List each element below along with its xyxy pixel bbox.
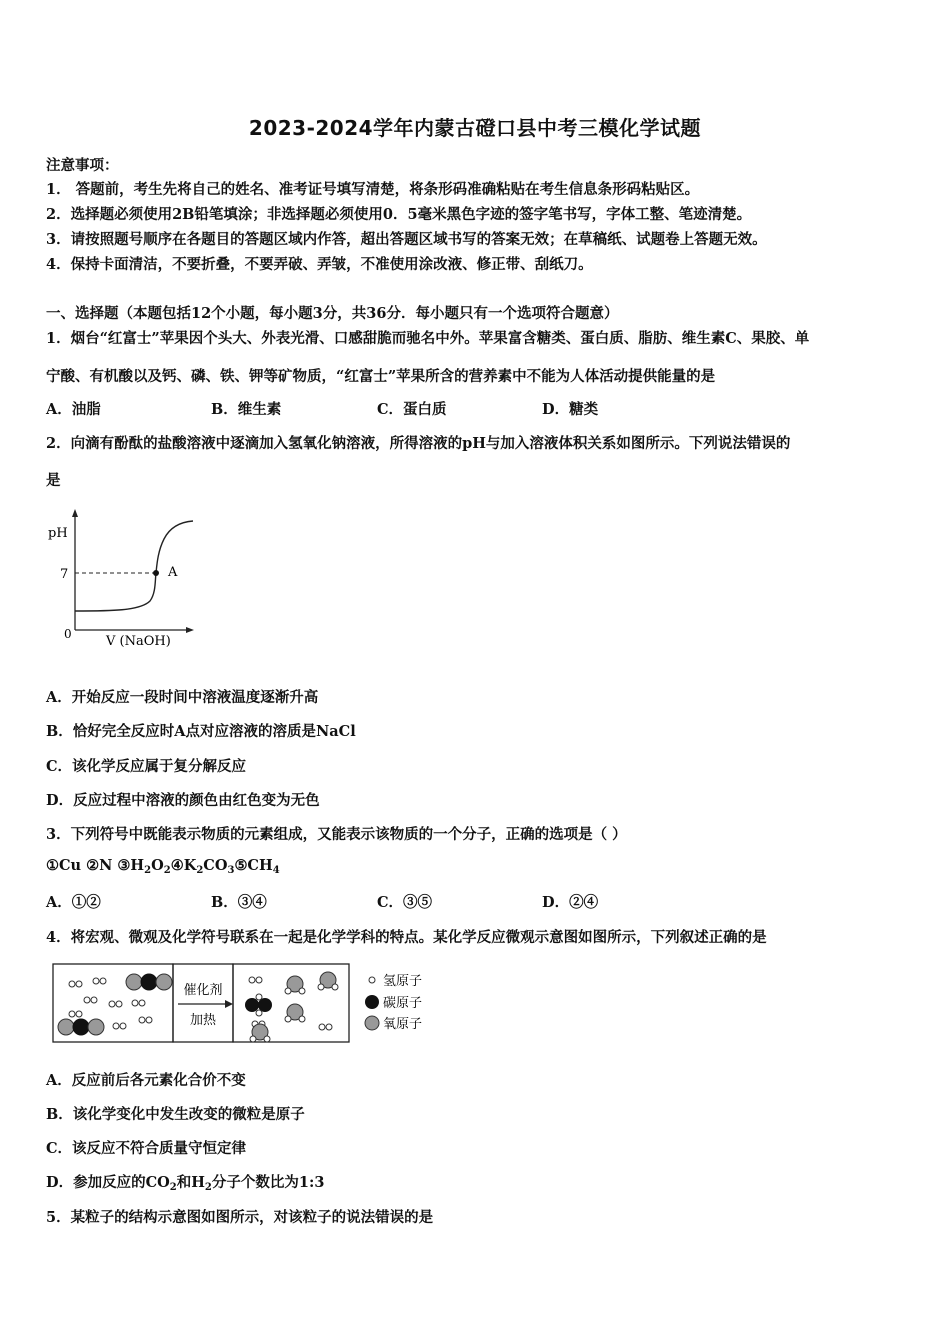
opt-sub: 2 <box>204 1182 212 1193</box>
sym-part: ⑤CH <box>234 857 273 874</box>
x-label: V (NaOH) <box>106 634 171 649</box>
q2-option-d: D．反应过程中溶液的颜色由红色变为无色 <box>46 792 320 809</box>
catalyst-label: 催化剂 <box>183 983 223 998</box>
q2-option-b: B．恰好完全反应时A点对应溶液的溶质是NaCl <box>46 723 356 740</box>
reaction-arrow-head <box>225 1000 233 1008</box>
legend-oxygen: 氧原子 <box>383 1017 423 1032</box>
sym-sub: 2 <box>144 865 152 876</box>
sym-sub: 4 <box>272 865 280 876</box>
opt-sub: 2 <box>169 1182 177 1193</box>
heat-label: 加热 <box>189 1013 217 1028</box>
q3-option-a: A．①② <box>46 894 101 911</box>
question-1-text: 1．烟台“红富士”苹果因个头大、外表光滑、口感甜脆而驰名中外。苹果富含糖类、蛋白质、脂肪、维生素C、果胶、单 <box>46 330 810 347</box>
sym-part: ①Cu ②N ③H <box>46 857 145 874</box>
sym-part: O <box>151 857 164 874</box>
notice-item: 3．请按照题号顺序在各题目的答题区域内作答，超出答题区域书写的答案无效；在草稿纸、试题卷上答题无效。 <box>46 231 767 248</box>
carbon-legend-icon <box>365 995 379 1009</box>
question-2-text: 2．向滴有酚酞的盐酸溶液中逐滴加入氢氧化钠溶液，所得溶液的pH与加入溶液体积关系如图所示。下列说法错误的 <box>46 435 791 452</box>
y-tick-7: 7 <box>60 567 69 582</box>
q4-option-a: A．反应前后各元素化合价不变 <box>46 1072 246 1089</box>
opt-part: 和H <box>176 1174 205 1191</box>
sym-sub: 3 <box>227 865 235 876</box>
y-axis-arrow <box>72 509 78 517</box>
sym-sub: 2 <box>196 865 204 876</box>
q4-option-d <box>46 1171 324 1193</box>
y-label: pH <box>48 526 68 541</box>
question-2-text-cont: 是 <box>46 472 61 489</box>
opt-part: 分子个数比为1:3 <box>211 1174 325 1191</box>
co2-molecule-left-2 <box>58 1019 104 1035</box>
question-3-text: 3．下列符号中既能表示物质的元素组成，又能表示该物质的一个分子，正确的选项是（ ） <box>46 826 627 843</box>
q2-option-c: C．该化学反应属于复分解反应 <box>46 758 247 775</box>
x-axis-arrow <box>186 627 194 633</box>
section-heading: 一、选择题（本题包括12个小题，每小题3分，共36分．每小题只有一个选项符合题意） <box>46 305 619 322</box>
sym-part: ④K <box>170 857 197 874</box>
opt-part: D．参加反应的CO <box>46 1174 170 1191</box>
sym-sub: 2 <box>163 865 171 876</box>
question-4-text: 4．将宏观、微观及化学符号联系在一起是化学学科的特点。某化学反应微观示意图如图所示，下列叙述正确的是 <box>46 929 767 946</box>
q3-option-b: B．③④ <box>211 894 267 911</box>
ch4-molecule <box>245 994 272 1016</box>
legend-carbon: 碳原子 <box>383 996 423 1011</box>
point-a-label: A <box>168 565 178 580</box>
q1-option-a: A．油脂 <box>46 401 101 418</box>
notice-item: 1． 答题前，考生先将自己的姓名、准考证号填写清楚，将条形码准确粘贴在考生信息条形码粘贴区。 <box>46 181 700 198</box>
q3-option-c: C．③⑤ <box>377 894 433 911</box>
q4-option-c: C．该反应不符合质量守恒定律 <box>46 1140 247 1157</box>
q4-option-b: B．该化学变化中发生改变的微粒是原子 <box>46 1106 305 1123</box>
oxygen-legend-icon <box>365 1016 379 1030</box>
condition-box <box>173 964 233 1042</box>
notice-item: 2．选择题必须使用2B铅笔填涂；非选择题必须使用0．5毫米黑色字迹的签字笔书写，字体工整、笔迹清楚。 <box>46 206 752 223</box>
co2-molecule-left-1 <box>126 974 172 990</box>
question-5-text: 5．某粒子的结构示意图如图所示，对该粒子的说法错误的是 <box>46 1209 434 1226</box>
notice-heading: 注意事项： <box>46 157 119 174</box>
sym-part: CO <box>203 857 228 874</box>
origin-label: 0 <box>64 627 72 641</box>
q2-option-a: A．开始反应一段时间中溶液温度逐渐升高 <box>46 689 319 706</box>
q1-option-d: D．糖类 <box>542 401 599 418</box>
point-a-marker <box>153 570 159 576</box>
reaction-micro-diagram <box>52 960 442 1050</box>
q1-option-b: B．维生素 <box>211 401 282 418</box>
ph-titration-graph <box>40 505 210 655</box>
q3-symbol-list <box>46 857 280 876</box>
q3-option-d: D．②④ <box>542 894 599 911</box>
notice-item: 4．保持卡面清洁，不要折叠，不要弄破、弄皱，不准使用涂改液、修正带、刮纸刀。 <box>46 256 593 273</box>
hydrogen-legend-icon <box>369 977 375 983</box>
q1-option-c: C．蛋白质 <box>377 401 447 418</box>
page-title: 2023-2024学年内蒙古磴口县中考三模化学试题 <box>248 116 702 140</box>
question-1-text-cont: 宁酸、有机酸以及钙、磷、铁、钾等矿物质，“红富士”苹果所含的营养素中不能为人体活动提供能量的是 <box>46 368 716 385</box>
legend-hydrogen: 氢原子 <box>383 974 423 989</box>
